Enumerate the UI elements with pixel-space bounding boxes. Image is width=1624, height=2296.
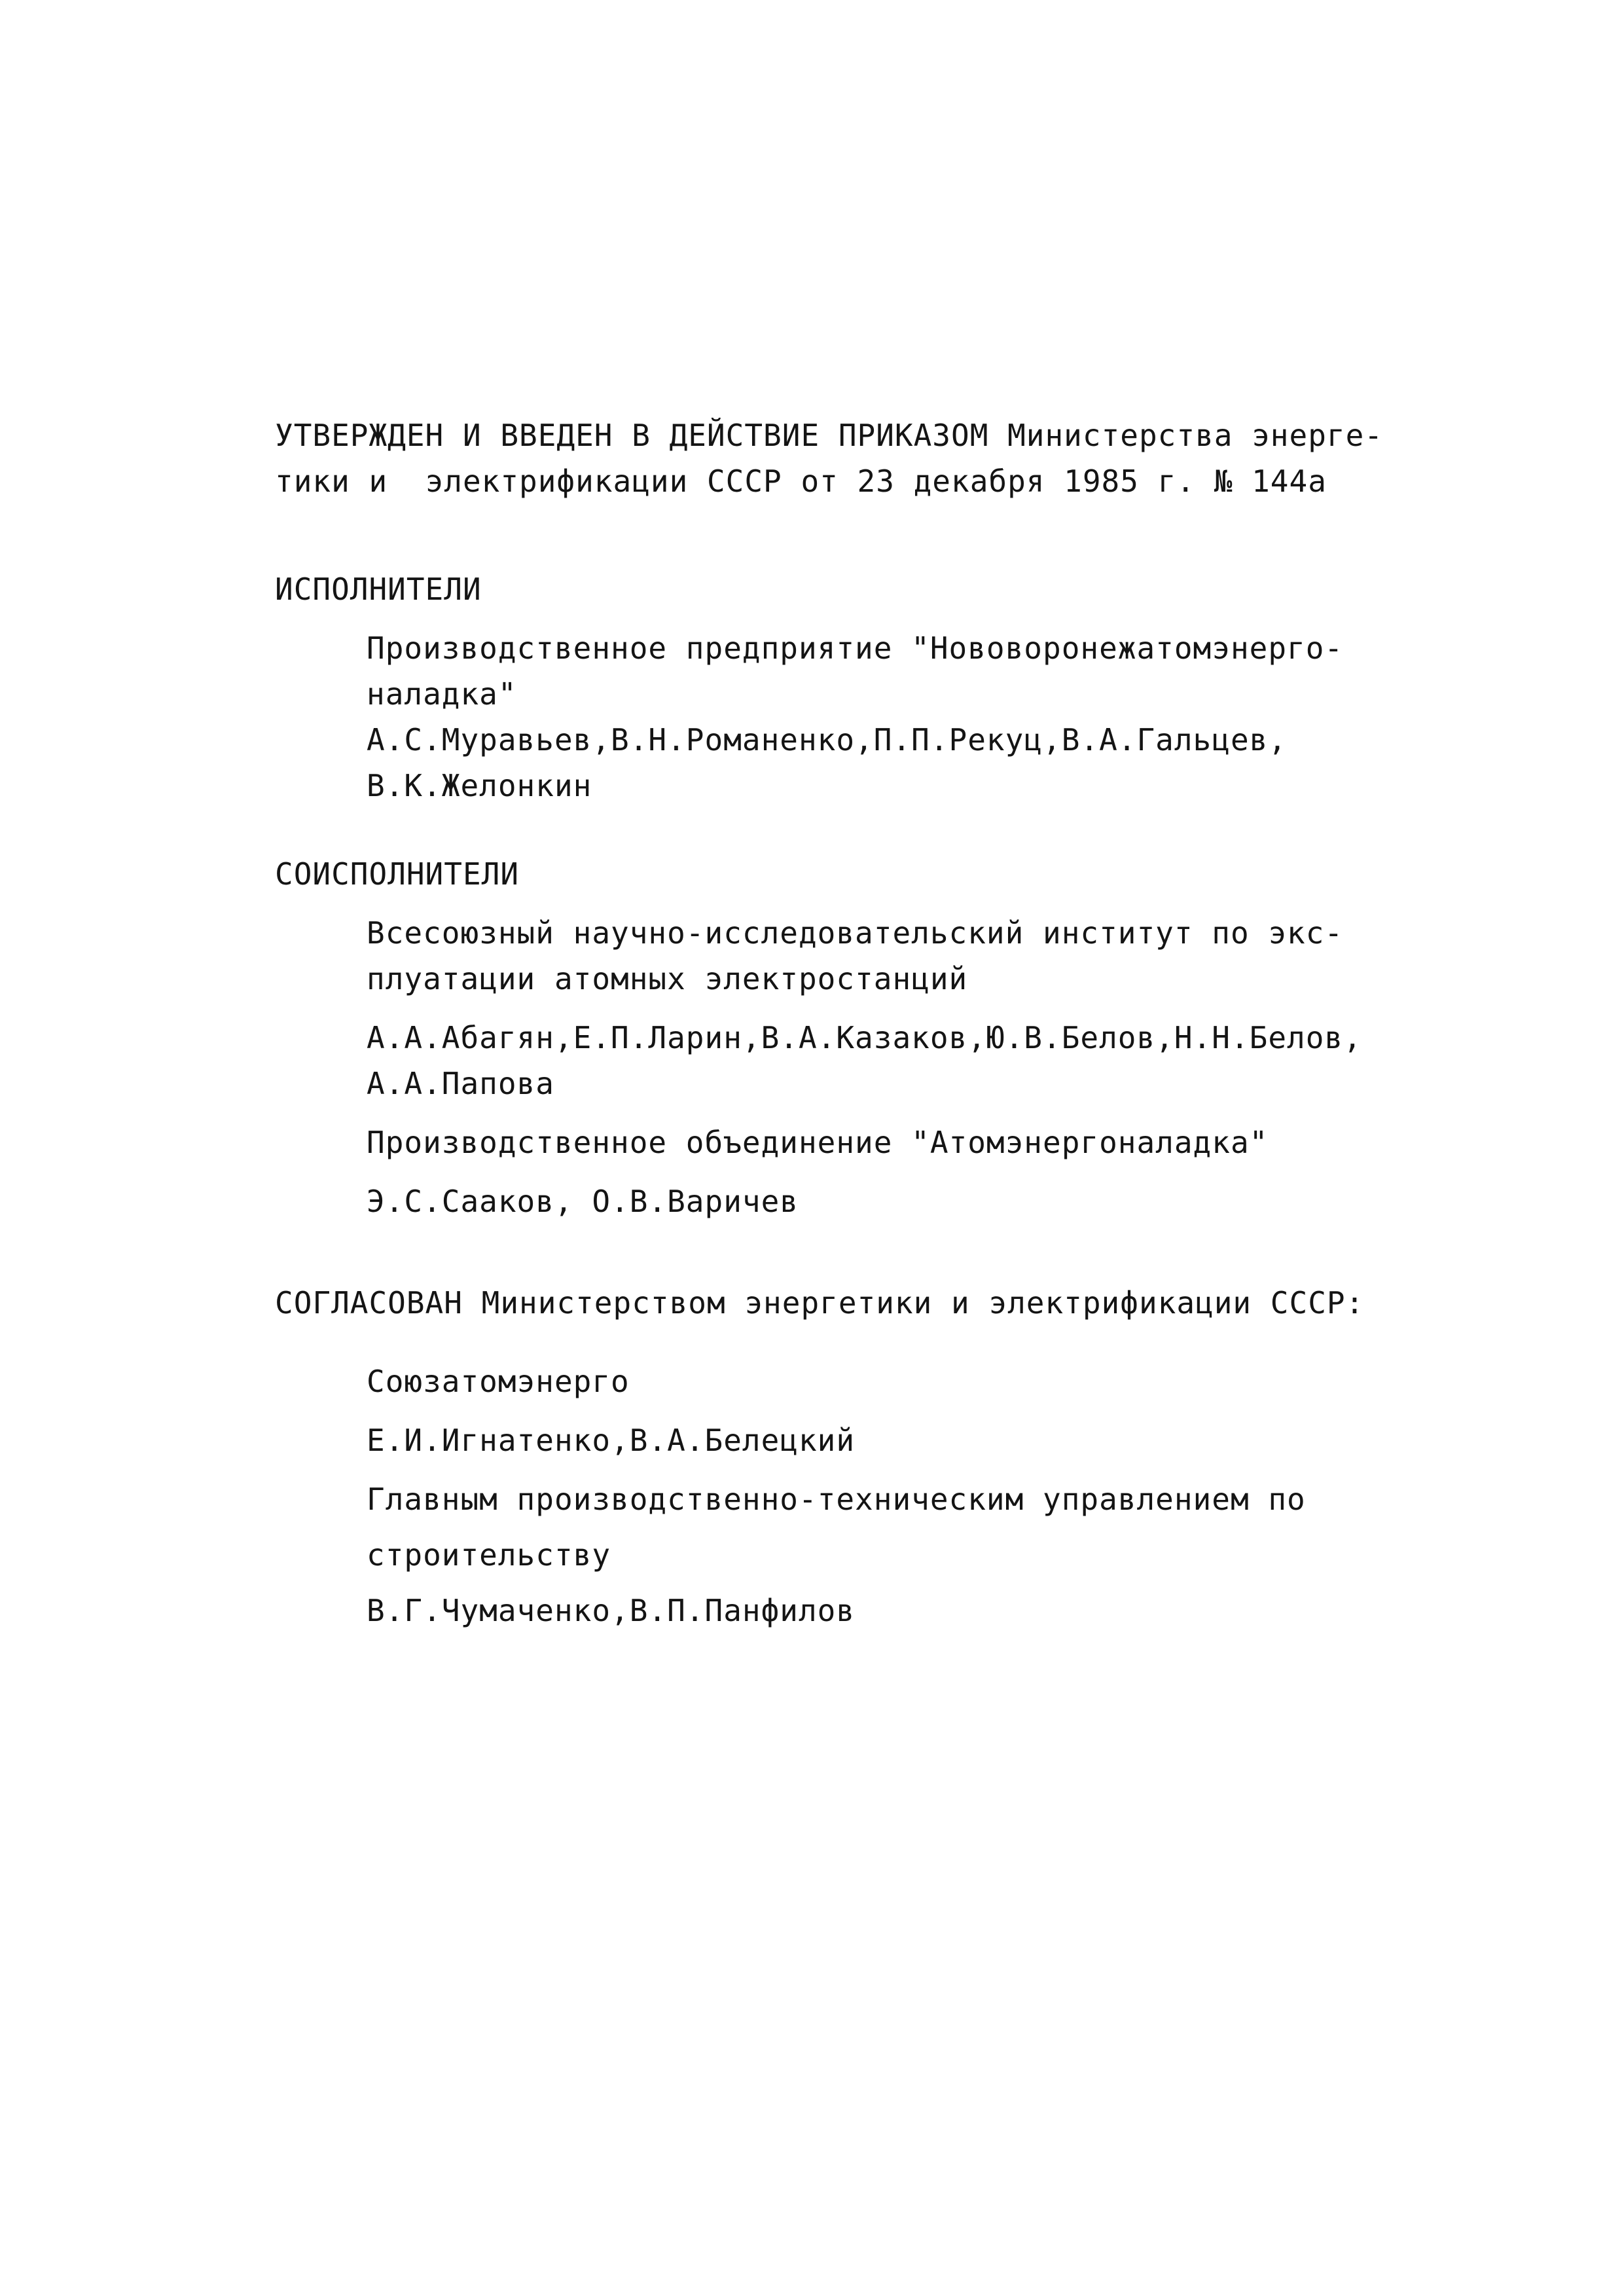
approval-line-1: УТВЕРЖДЕН И ВВЕДЕН В ДЕЙСТВИЕ ПРИКАЗОМ Министерства энерге- (275, 418, 1383, 453)
agreed-org2-line-2: строительству (367, 1537, 611, 1573)
co-executor-org1-line-1: Всесоюзный научно-исследовательский институт по экс- (367, 915, 1344, 951)
agreed-people2: В.Г.Чумаченко,В.П.Панфилов (367, 1593, 856, 1628)
co-executor-org2: Производственное объединение "Атомэнергоналадка" (367, 1125, 1269, 1160)
executor-org-line-1: Производственное предприятие "Нововоронежатомэнерго- (367, 630, 1344, 666)
executor-org-line-2: наладка" (367, 676, 517, 712)
co-executor-people1-line-2: А.А.Папова (367, 1066, 554, 1101)
executor-people-line-1: А.С.Муравьев,В.Н.Романенко,П.П.Рекуц,В.А.Гальцев, (367, 722, 1288, 757)
co-executors-heading: СОИСПОЛНИТЕЛИ (275, 856, 520, 892)
co-executor-org1-line-2: плуатации атомных электростанций (367, 961, 968, 996)
agreed-org2-line-1: Главным производственно-техническим управлением по (367, 1482, 1306, 1517)
approval-line-2: тики и электрификации СССР от 23 декабря 1985 г. № 144а (275, 464, 1327, 499)
agreed-line: СОГЛАСОВАН Министерством энергетики и электрификации СССР: (275, 1285, 1365, 1321)
agreed-org1: Союзатомэнерго (367, 1364, 630, 1399)
co-executor-people2: Э.С.Сааков, О.В.Варичев (367, 1184, 799, 1219)
executors-heading: ИСПОЛНИТЕЛИ (275, 572, 482, 607)
agreed-people1: Е.И.Игнатенко,В.А.Белецкий (367, 1423, 856, 1458)
co-executor-people1-line-1: А.А.Абагян,Е.П.Ларин,В.А.Казаков,Ю.В.Белов,Н.Н.Белов, (367, 1020, 1362, 1055)
executor-people-line-2: В.К.Желонкин (367, 768, 592, 803)
